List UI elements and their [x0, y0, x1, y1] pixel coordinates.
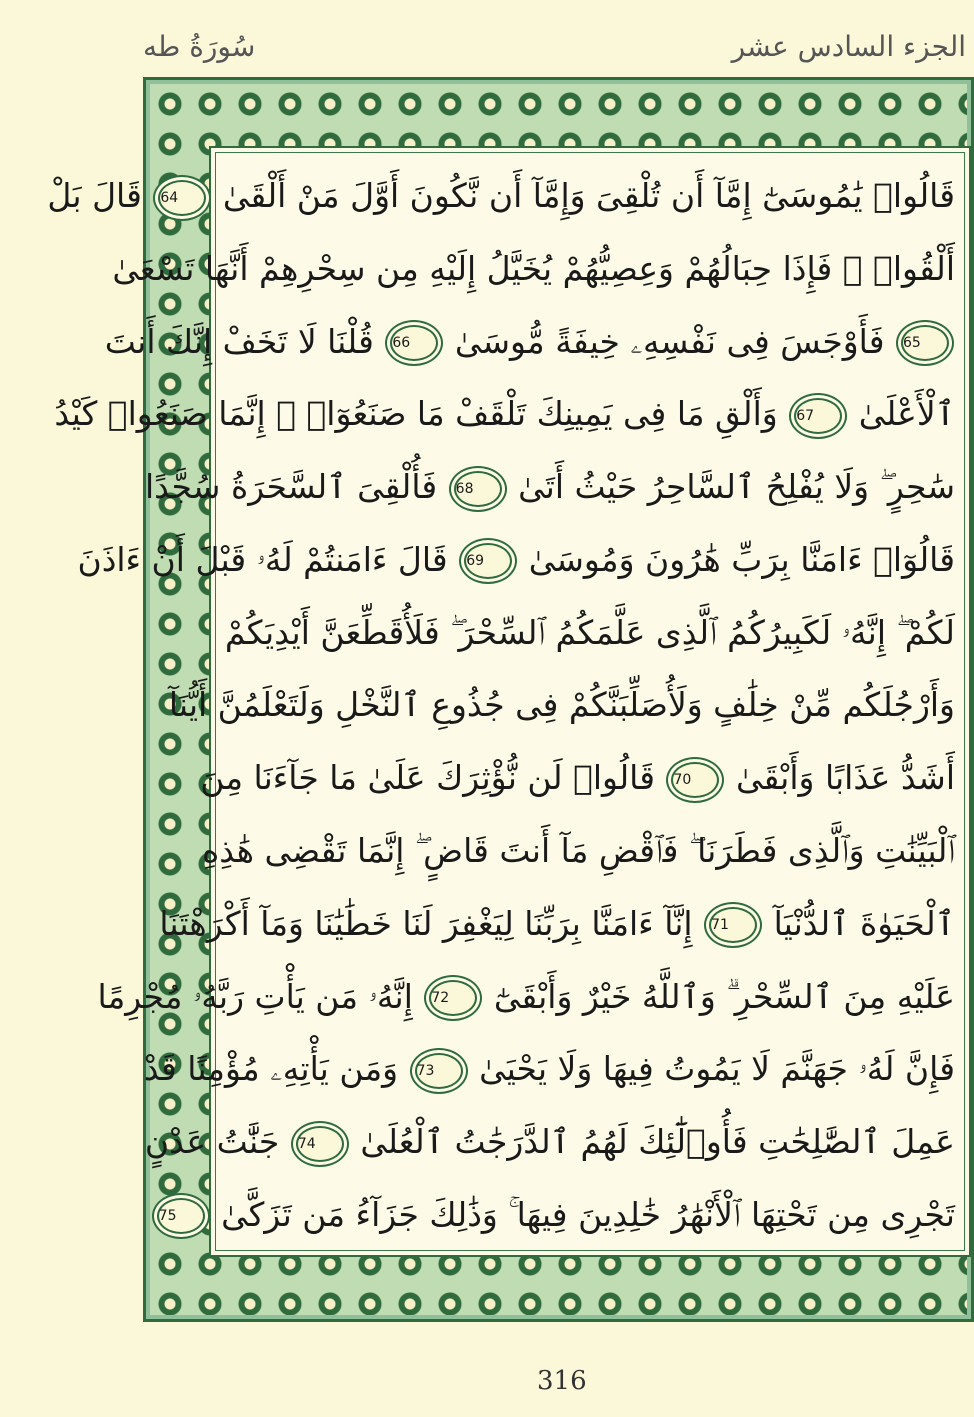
verse-text: قَالُوٓا۟ ءَامَنَّا بِرَبِّ هَٰرُونَ وَمُوسَىٰ — [528, 539, 955, 579]
ayah-number-marker: 69 — [464, 543, 512, 579]
ayah-number-marker: 64 — [158, 180, 206, 216]
text-line — [97, 963, 955, 1031]
verse-text-block — [47, 162, 955, 1249]
ayah-number-marker: 66 — [390, 325, 438, 361]
ayah-number-marker: 73 — [415, 1053, 463, 1089]
text-line — [158, 1181, 955, 1249]
text-line — [47, 162, 955, 230]
verse-text: ٱلْحَيَوٰةَ ٱلدُّنْيَآ — [773, 903, 955, 943]
ayah-number-marker: 67 — [794, 398, 842, 434]
ayah-number-marker: 68 — [454, 471, 502, 507]
text-line — [104, 308, 955, 376]
text-line — [159, 890, 955, 958]
verse-text: تَجْرِى مِن تَحْتِهَا ٱلْأَنْهَٰرُ خَٰلِدِينَ فِيهَا ۚ وَذَٰلِكَ جَزَآءُ مَن تَزَكَّىٰ — [221, 1194, 955, 1234]
ayah-number-marker: 74 — [296, 1126, 344, 1162]
verse-text: ٱلْبَيِّنَٰتِ وَٱلَّذِى فَطَرَنَا ۖ فَٱقْضِ مَآ أَنتَ قَاضٍ ۖ إِنَّمَا تَقْضِى هَٰذِهِ — [201, 831, 955, 871]
text-line — [200, 744, 955, 812]
verse-text: سَٰحِرٍ ۖ وَلَا يُفْلِحُ ٱلسَّاحِرُ حَيْثُ أَتَىٰ — [518, 467, 955, 507]
verse-text: جَنَّٰتُ عَدْنٍ — [144, 1122, 280, 1162]
ayah-number-marker: 71 — [709, 907, 757, 943]
verse-text: قَالُوا۟ يَٰمُوسَىٰٓ إِمَّآ أَن تُلْقِىَ وَإِمَّآ أَن نَّكُونَ أَوَّلَ مَنْ أَلْقَىٰ — [222, 176, 955, 215]
surah-name-header: سُورَةُ طه — [143, 30, 256, 63]
text-line — [201, 817, 955, 885]
verse-text: قُلْنَا لَا تَخَفْ إِنَّكَ أَنتَ — [104, 321, 374, 361]
verse-text: لَكُمْ ۖ إِنَّهُۥ لَكَبِيرُكُمُ ٱلَّذِى عَلَّمَكُمُ ٱلسِّحْرَ ۖ فَلَأُقَطِّعَنَّ أَيْدِيَكُمْ — [224, 612, 955, 652]
text-line — [145, 453, 955, 521]
verse-text: إِنَّآ ءَامَنَّا بِرَبِّنَا لِيَغْفِرَ لَنَا خَطَٰيَٰنَا وَمَآ أَكْرَهْتَنَا — [159, 903, 693, 943]
page-number: 316 — [537, 1366, 587, 1396]
verse-text: ٱلْأَعْلَىٰ — [858, 394, 955, 434]
ayah-number-marker: 75 — [157, 1198, 205, 1234]
verse-text: وَأَلْقِ مَا فِى يَمِينِكَ تَلْقَفْ مَا صَنَعُوٓا۟ ۖ إِنَّمَا صَنَعُوا۟ كَيْدُ — [54, 394, 778, 434]
juz-header: الجزء السادس عشر — [731, 30, 966, 63]
text-line — [54, 380, 955, 448]
text-line — [224, 599, 955, 667]
text-line — [144, 1108, 955, 1176]
verse-text: عَلَيْهِ مِنَ ٱلسِّحْرِ ۗ وَٱللَّهُ خَيْرٌ وَأَبْقَىٰٓ — [493, 976, 955, 1016]
verse-text: فَأَوْجَسَ فِى نَفْسِهِۦ خِيفَةً مُّوسَىٰ — [454, 321, 885, 361]
verse-text: قَالَ ءَامَنتُمْ لَهُۥ قَبْلَ أَنْ ءَاذَنَ — [77, 539, 448, 579]
text-line — [77, 526, 955, 594]
verse-text: وَمَن يَأْتِهِۦ مُؤْمِنًا قَدْ — [143, 1049, 399, 1089]
verse-text: قَالَ بَلْ — [47, 176, 142, 215]
text-line — [168, 671, 955, 739]
verse-text: أَشَدُّ عَذَابًا وَأَبْقَىٰ — [735, 758, 955, 798]
verse-text: فَإِنَّ لَهُۥ جَهَنَّمَ لَا يَمُوتُ فِيهَا وَلَا يَحْيَىٰ — [479, 1049, 955, 1089]
verse-text: قَالُوا۟ لَن نُّؤْثِرَكَ عَلَىٰ مَا جَآءَنَا مِنَ — [200, 758, 655, 798]
text-panel — [47, 146, 971, 1257]
verse-text: إِنَّهُۥ مَن يَأْتِ رَبَّهُۥ مُجْرِمًا — [97, 976, 413, 1016]
verse-text: وَأَرْجُلَكُم مِّنْ خِلَٰفٍ وَلَأُصَلِّبَنَّكُمْ فِى جُذُوعِ ٱلنَّخْلِ وَلَتَعْلَمُنَّ أَيُّنَآ — [168, 685, 955, 725]
ayah-number-marker: 70 — [671, 762, 719, 798]
verse-text: عَمِلَ ٱلصَّٰلِحَٰتِ فَأُو۟لَٰٓئِكَ لَهُمُ ٱلدَّرَجَٰتُ ٱلْعُلَىٰ — [360, 1122, 955, 1162]
decorative-frame — [47, 77, 974, 1322]
verse-text: فَأُلْقِىَ ٱلسَّحَرَةُ سُجَّدًا — [145, 467, 438, 507]
text-line — [143, 1035, 955, 1103]
verse-text: أَلْقُوا۟ ۖ فَإِذَا حِبَالُهُمْ وَعِصِيُّهُمْ يُخَيَّلُ إِلَيْهِ مِن سِحْرِهِمْ أَنَّهَا تَسْعَىٰ — [112, 248, 955, 288]
text-line — [112, 235, 955, 303]
ayah-number-marker: 72 — [429, 980, 477, 1016]
ayah-number-marker: 65 — [901, 325, 949, 361]
